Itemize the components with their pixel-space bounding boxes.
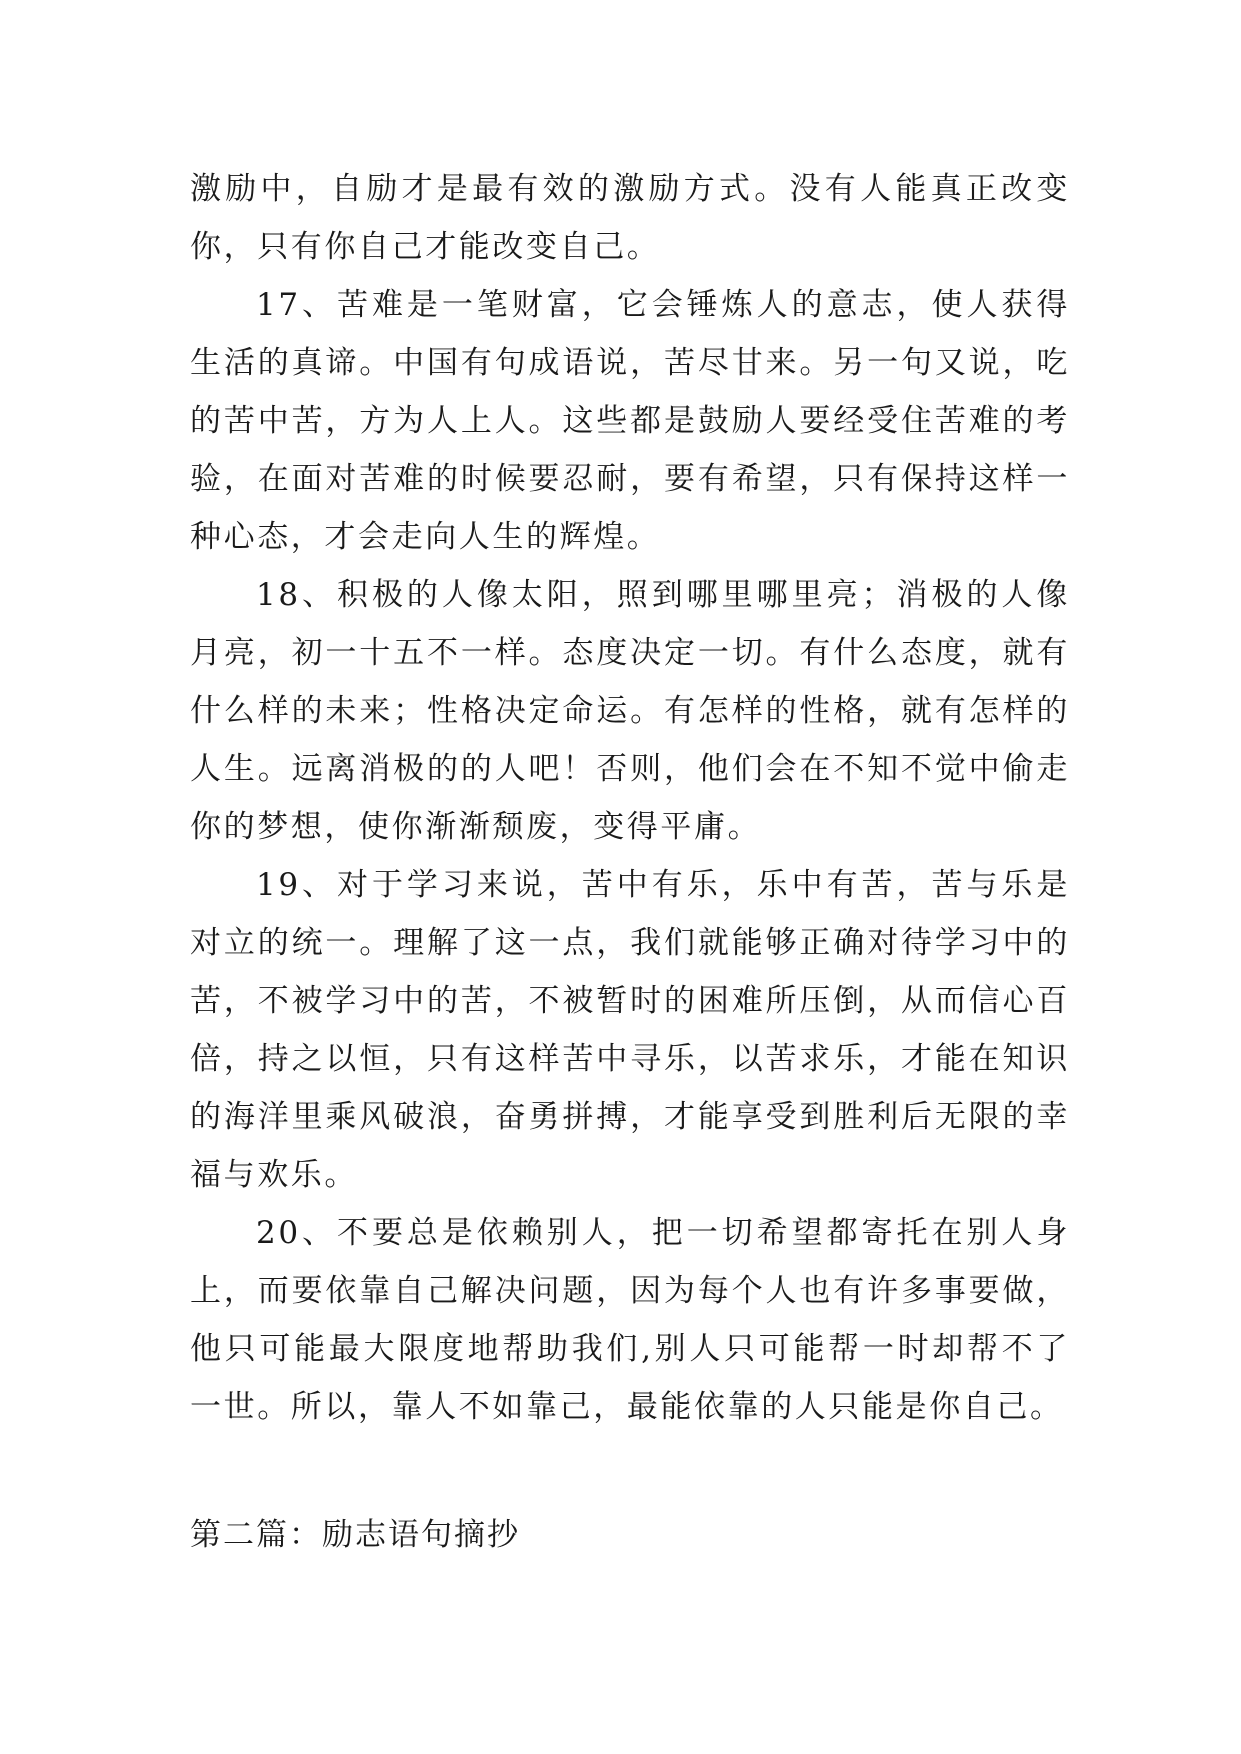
section-heading: 第二篇：励志语句摘抄 <box>190 1517 520 1553</box>
document-body <box>190 160 1070 1564</box>
paragraph-17: 17、苦难是一笔财富，它会锤炼人的意志，使人获得生活的真谛。中国有句成语说，苦尽甘来。另一句又说，吃的苦中苦，方为人上人。这些都是鼓励人要经受住苦难的考验，在面对苦难的时候要忍耐，要有希望，只有保持这样一种心态，才会走向人生的辉煌。 <box>190 287 1070 555</box>
paragraph-19: 19、对于学习来说，苦中有乐，乐中有苦，苦与乐是对立的统一。理解了这一点，我们就能够正确对待学习中的苦，不被学习中的苦，不被暂时的困难所压倒，从而信心百倍，持之以恒，只有这样苦中寻乐，以苦求乐，才能在知识的海洋里乘风破浪，奋勇拼搏，才能享受到胜利后无限的幸福与欢乐。 <box>190 867 1070 1193</box>
paragraph-continuation: 激励中，自励才是最有效的激励方式。没有人能真正改变你，只有你自己才能改变自己。 <box>190 171 1070 265</box>
paragraph-20: 20、不要总是依赖别人，把一切希望都寄托在别人身上，而要依靠自己解决问题，因为每个人也有许多事要做，他只可能最大限度地帮助我们,别人只可能帮一时却帮不了一世。所以，靠人不如靠己，最能依靠的人只能是你自己。 <box>190 1215 1070 1425</box>
paragraph-18: 18、积极的人像太阳，照到哪里哪里亮；消极的人像月亮，初一十五不一样。态度决定一切。有什么态度，就有什么样的未来；性格决定命运。有怎样的性格，就有怎样的人生。远离消极的的人吧！否则，他们会在不知不觉中偷走你的梦想，使你渐渐颓废，变得平庸。 <box>190 577 1070 845</box>
